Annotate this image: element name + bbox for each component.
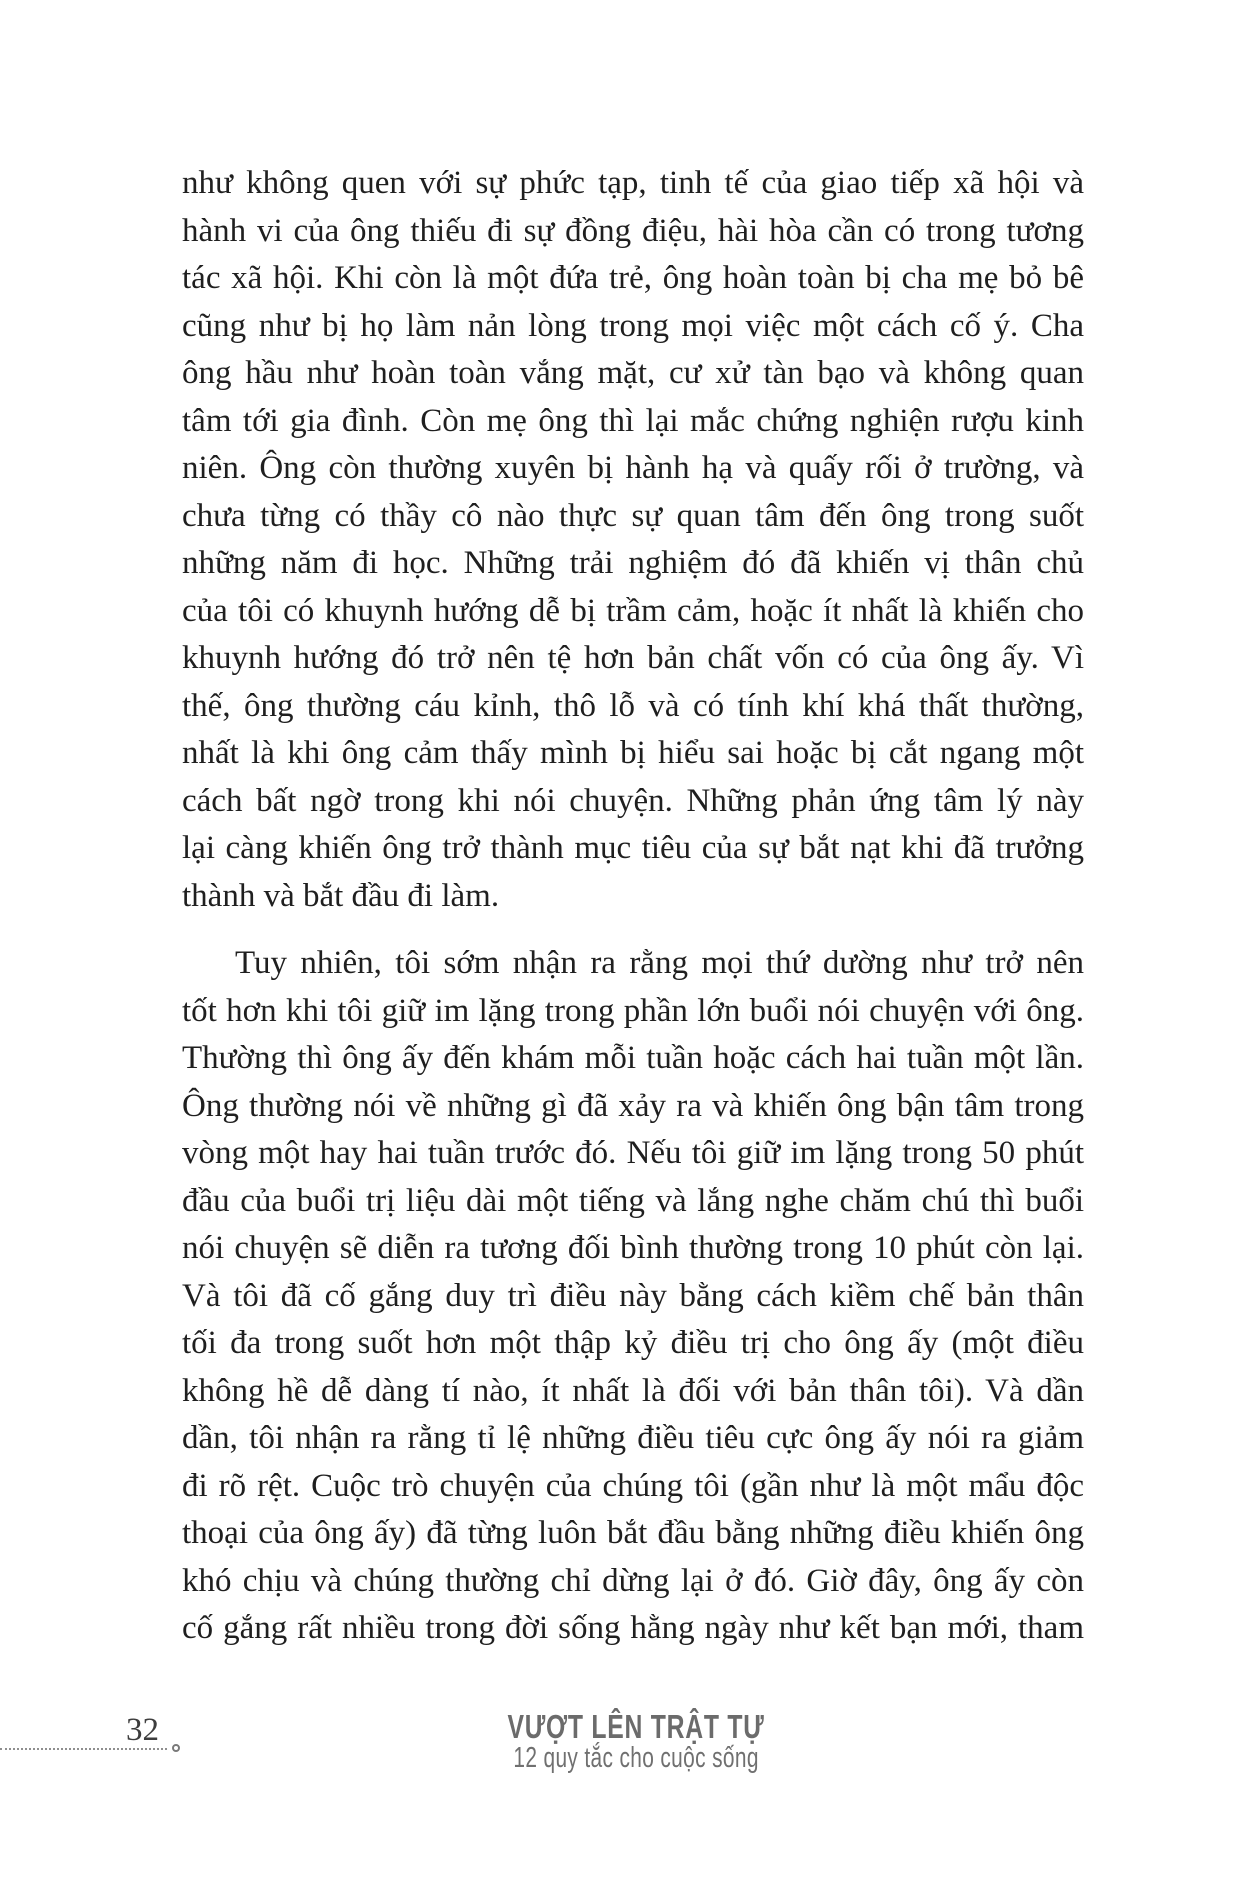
book-subtitle [465, 1743, 808, 1774]
text-line: cố gắng rất nhiều trong đời sống hằng ngày như kết bạn mới, tham [182, 1610, 1084, 1646]
text-line: khuynh hướng đó trở nên tệ hơn bản chất vốn có của ông ấy. Vì [182, 640, 1084, 676]
text-line: hành vi của ông thiếu đi sự đồng điệu, hài hòa cần có trong tương [182, 212, 1084, 249]
text-line: những năm đi học. Những trải nghiệm đó đã khiến vị thân chủ [182, 545, 1084, 581]
footer-dotted-rule [0, 1748, 167, 1750]
book-title: VƯỢT LÊN TRẬT TỰ [507, 1708, 765, 1745]
text-line: không hề dễ dàng tí nào, ít nhất là đối với bản thân tôi). Và dần [182, 1372, 1084, 1409]
paragraph [182, 160, 1084, 920]
text-line: của tôi có khuynh hướng dễ bị trầm cảm, hoặc ít nhất là khiến cho [182, 592, 1084, 629]
text-line: niên. Ông còn thường xuyên bị hành hạ và quấy rối ở trường, và [182, 450, 1084, 486]
text-line: cũng như bị họ làm nản lòng trong mọi việc một cách cố ý. Cha [182, 307, 1084, 344]
page-number: 32 [126, 1712, 159, 1748]
text-line: Tuy nhiên, tôi sớm nhận ra rằng mọi thứ dường như trở nên [235, 945, 1084, 981]
text-line: Ông thường nói về những gì đã xảy ra và khiến ông bận tâm trong [182, 1087, 1084, 1124]
footer-title-block [465, 1710, 808, 1774]
text-line: như không quen với sự phức tạp, tinh tế của giao tiếp xã hội và [182, 165, 1084, 201]
text-line: chưa từng có thầy cô nào thực sự quan tâm đến ông trong suốt [182, 497, 1084, 534]
text-line: nói chuyện sẽ diễn ra tương đối bình thường trong 10 phút còn lại. [182, 1230, 1084, 1266]
text-line: thế, ông thường cáu kỉnh, thô lỗ và có tính khí khá thất thường, [182, 687, 1084, 724]
text-line: khó chịu và chúng thường chỉ dừng lại ở đó. Giờ đây, ông ấy còn [182, 1562, 1084, 1599]
text-line: đi rõ rệt. Cuộc trò chuyện của chúng tôi (gần như là một mẩu độc [182, 1467, 1084, 1504]
text-line: nhất là khi ông cảm thấy mình bị hiểu sai hoặc bị cắt ngang một [182, 735, 1084, 771]
text-line: thoại của ông ấy) đã từng luôn bắt đầu bằng những điều khiến ông [182, 1515, 1084, 1551]
body-text [182, 160, 1084, 1653]
text-line: đầu của buổi trị liệu dài một tiếng và lắng nghe chăm chú thì buổi [182, 1182, 1084, 1219]
text-line: tối đa trong suốt hơn một thập kỷ điều trị cho ông ấy (một điều [182, 1325, 1084, 1361]
text-line: tốt hơn khi tôi giữ im lặng trong phần lớn buổi nói chuyện với ông. [182, 992, 1084, 1029]
footer-rule-end-circle-icon [172, 1744, 180, 1752]
text-line: lại càng khiến ông trở thành mục tiêu của sự bắt nạt khi đã trưởng [182, 830, 1084, 866]
text-line: cách bất ngờ trong khi nói chuyện. Những phản ứng tâm lý này [182, 782, 1084, 819]
text-line: Thường thì ông ấy đến khám mỗi tuần hoặc cách hai tuần một lần. [182, 1040, 1084, 1076]
text-line: thành và bắt đầu đi làm. [182, 877, 500, 914]
text-line: vòng một hay hai tuần trước đó. Nếu tôi giữ im lặng trong 50 phút [182, 1135, 1084, 1171]
book-subtitle-text: 12 quy tắc cho cuộc sống [513, 1742, 759, 1774]
paragraph [182, 940, 1084, 1653]
text-line: tâm tới gia đình. Còn mẹ ông thì lại mắc chứng nghiện rượu kinh [182, 402, 1084, 439]
text-line: dần, tôi nhận ra rằng tỉ lệ những điều tiêu cực ông ấy nói ra giảm [182, 1420, 1084, 1456]
text-line: Và tôi đã cố gắng duy trì điều này bằng cách kiềm chế bản thân [182, 1277, 1084, 1314]
text-line: ông hầu như hoàn toàn vắng mặt, cư xử tàn bạo và không quan [182, 355, 1084, 391]
text-line: tác xã hội. Khi còn là một đứa trẻ, ông hoàn toàn bị cha mẹ bỏ bê [182, 260, 1084, 296]
